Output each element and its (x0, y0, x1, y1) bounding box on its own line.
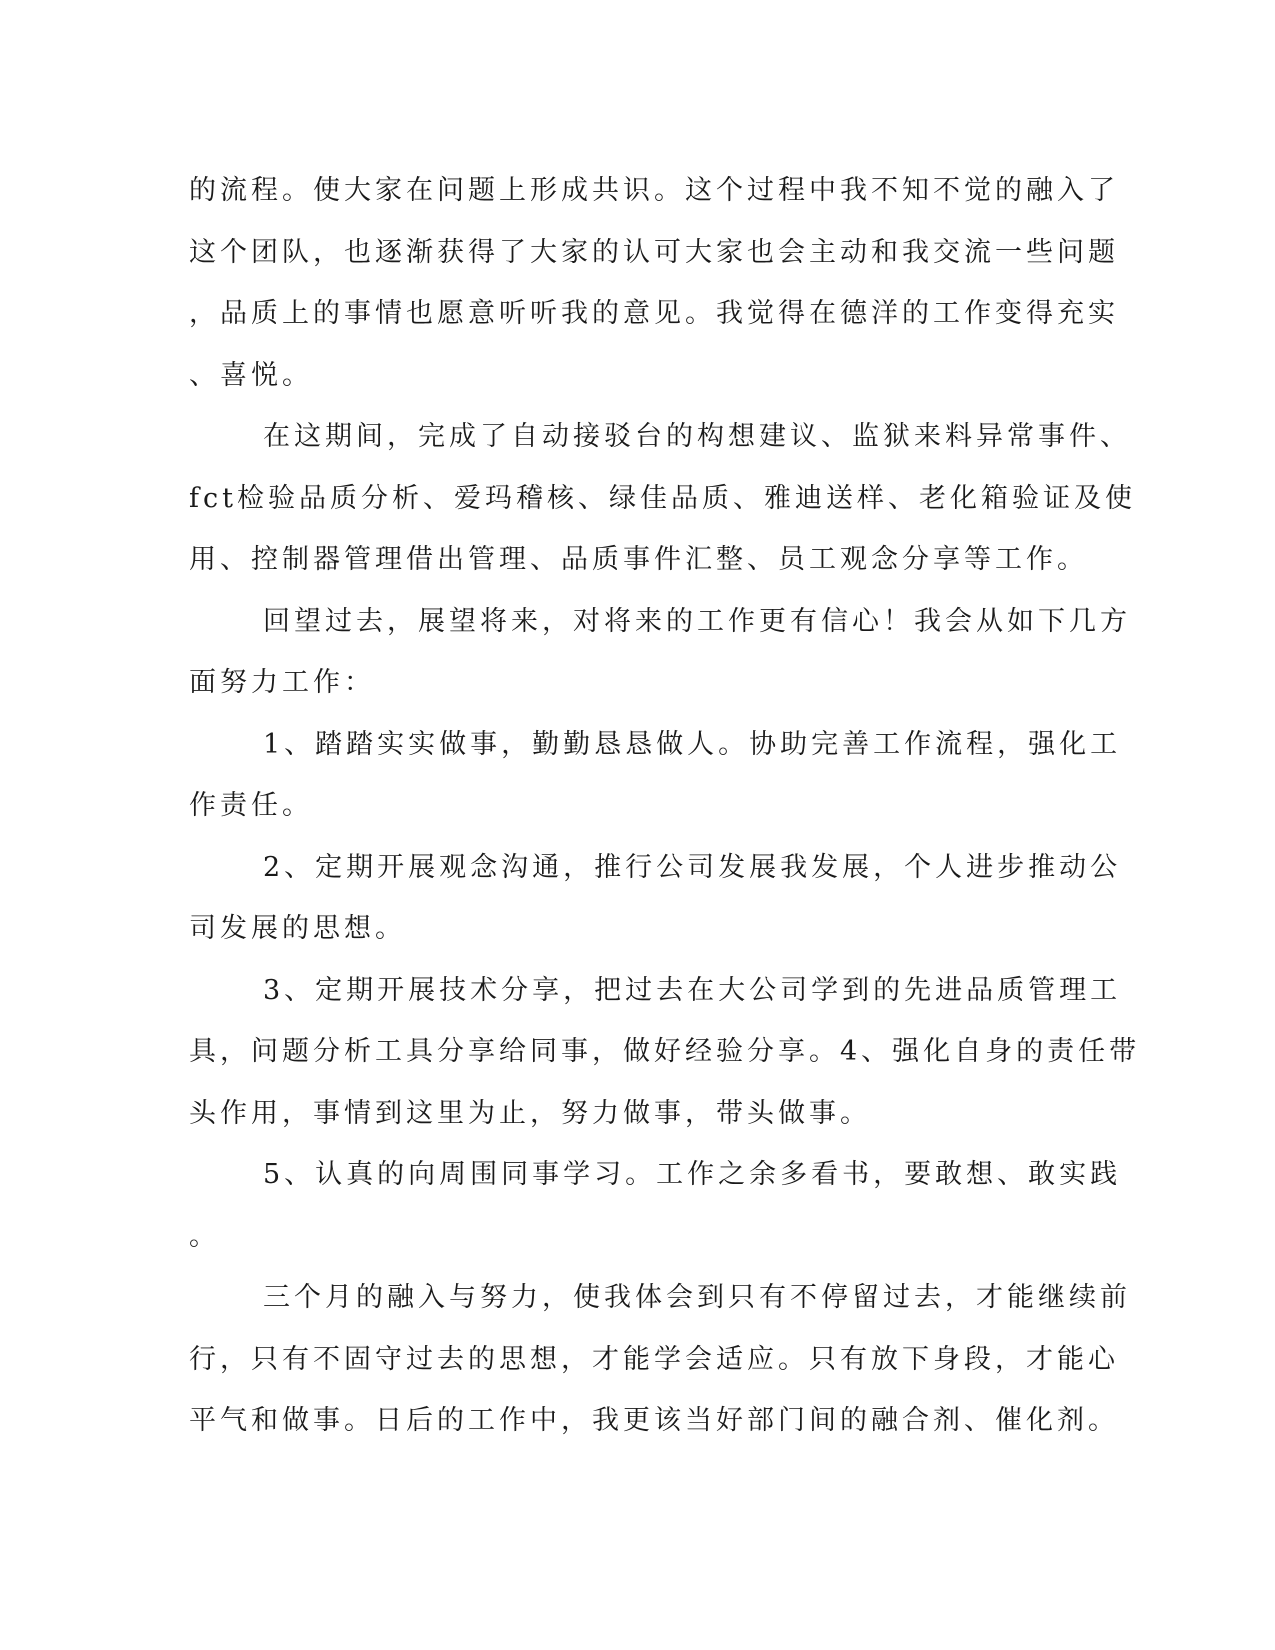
document-body (189, 166, 1141, 1458)
text-line: 用、控制器管理借出管理、品质事件汇整、员工观念分享等工作。 (189, 544, 1088, 575)
text-line: 司发展的思想。 (189, 913, 406, 944)
text-line: 的流程。使大家在问题上形成共识。这个过程中我不知不觉的融入了 (189, 175, 1119, 206)
list-item-2: 2、定期开展观念沟通，推行公司发展我发展，个人进步推动公 (263, 851, 1122, 883)
text-line: 头作用，事情到这里为止，努力做事，带头做事。 (189, 1097, 871, 1129)
text-line: ，品质上的事情也愿意听听我的意见。我觉得在德洋的工作变得充实 (189, 298, 1119, 329)
text-line: fct检验品质分析、爱玛稽核、绿佳品质、雅迪送样、老化箱验证及使 (189, 482, 1136, 514)
paragraph-first-line: 在这期间，完成了自动接驳台的构想建议、监狱来料异常事件、 (263, 421, 1131, 452)
text-line: 作责任。 (189, 790, 313, 821)
list-item-3: 3、定期开展技术分享，把过去在大公司学到的先进品质管理工 (263, 974, 1122, 1006)
text-line: 行，只有不固守过去的思想，才能学会适应。只有放下身段，才能心 (189, 1343, 1119, 1375)
paragraph-first-line: 三个月的融入与努力，使我体会到只有不停留过去，才能继续前 (263, 1282, 1131, 1313)
list-item-5: 5、认真的向周围同事学习。工作之余多看书，要敢想、敢实践 (263, 1159, 1122, 1190)
paragraph-first-line: 回望过去，展望将来，对将来的工作更有信心！我会从如下几方 (263, 605, 1131, 637)
text-line: 这个团队，也逐渐获得了大家的认可大家也会主动和我交流一些问题 (189, 236, 1119, 268)
text-line: 、喜悦。 (189, 359, 313, 391)
text-line: 平气和做事。日后的工作中，我更该当好部门间的融合剂、催化剂。 (189, 1405, 1119, 1436)
text-line: 。 (189, 1220, 220, 1252)
text-line: 面努力工作： (189, 667, 375, 698)
text-line: 具，问题分析工具分享给同事，做好经验分享。4、强化自身的责任带 (189, 1036, 1141, 1067)
list-item-1: 1、踏踏实实做事，勤勤恳恳做人。协助完善工作流程，强化工 (263, 728, 1122, 760)
